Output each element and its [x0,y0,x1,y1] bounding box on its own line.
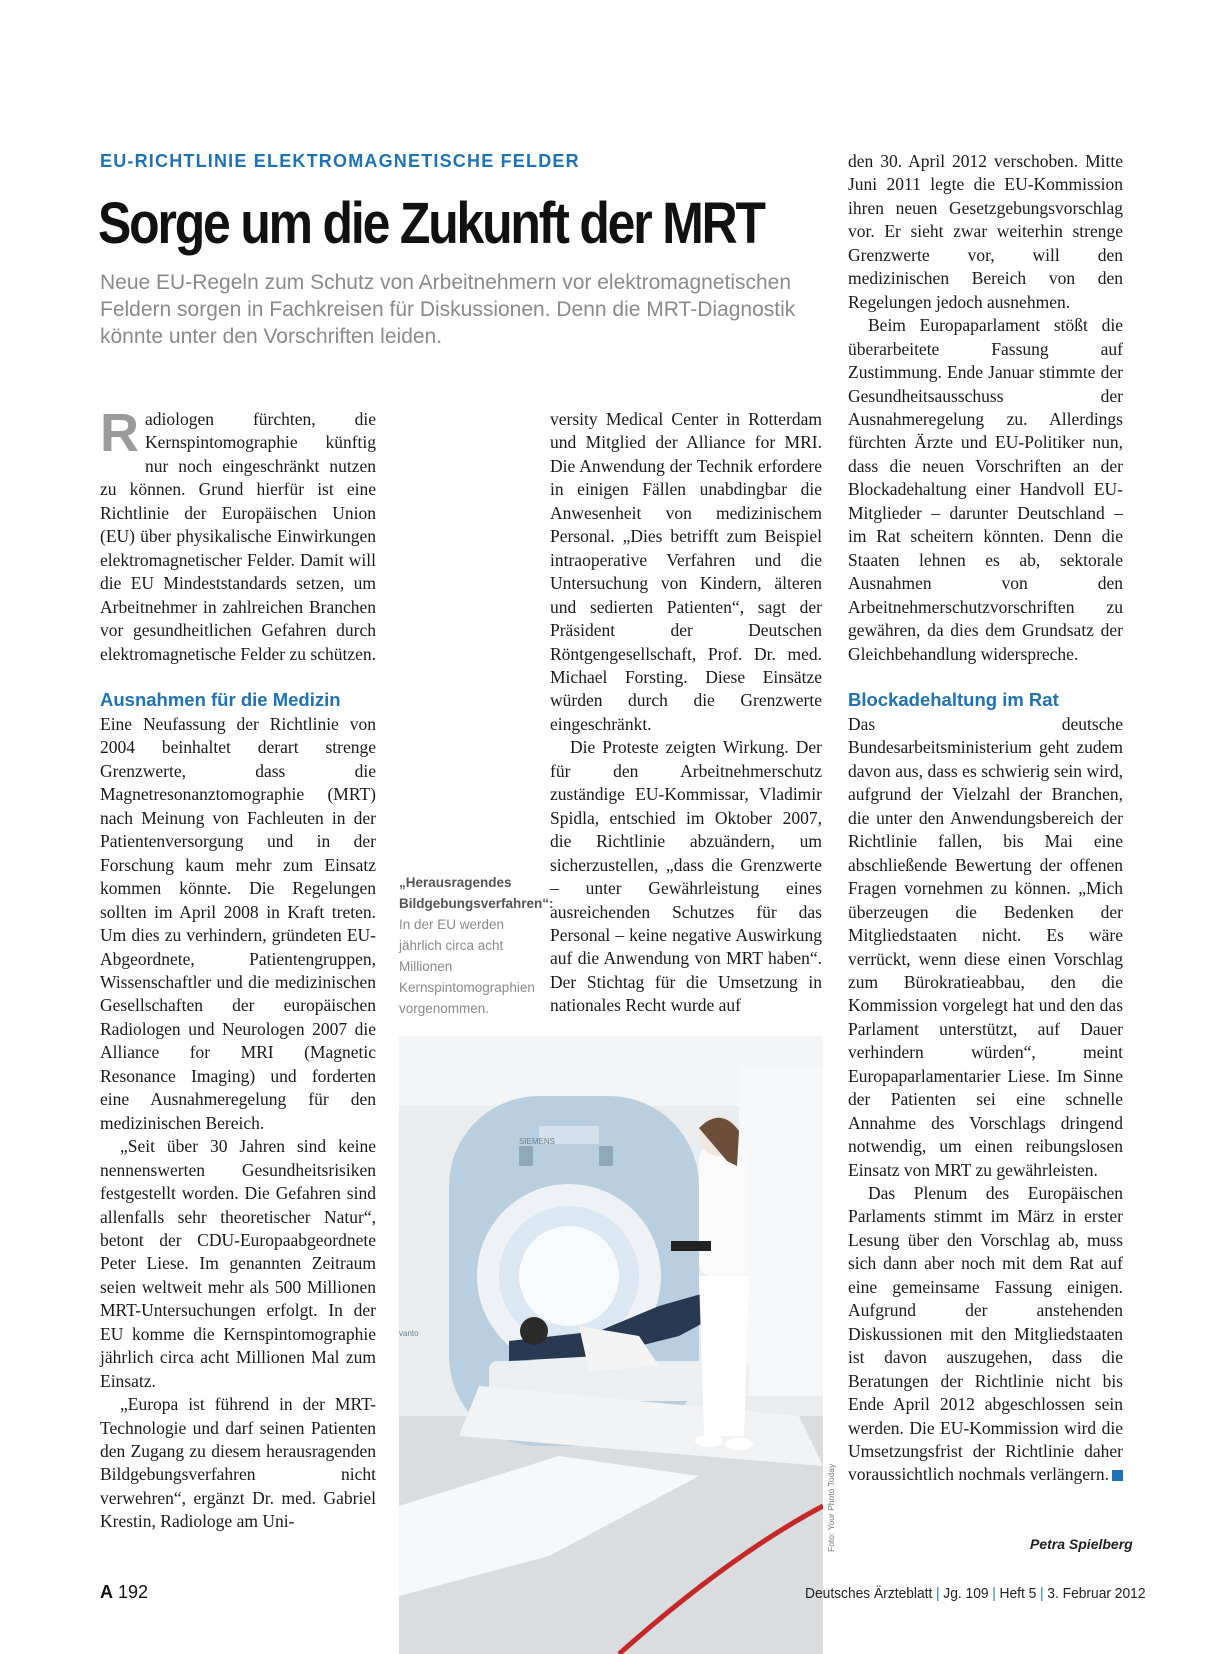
paragraph: Beim Europaparlament stößt die überarbeitete Fassung auf Zustimmung. Ende Januar stimmte der Gesundheitsausschuss der Ausnahmeregelung zu. Allerdings fürchten Ärzte und EU-Politiker nun, dass die neuen Vorschriften an der Blockadehaltung einer Handvoll EU-Mitglieder – darunter Deutschland – im Rat scheitern könnten. Denn die Staaten lehnen es ab, sektorale Ausnahmen von den Arbeitnehmerschutzvorschriften zu gewähren, da dies dem Grundsatz der Gleichbehandlung widerspreche. [848,315,1123,664]
drop-cap: R [100,403,139,463]
article-kicker: EU-RICHTLINIE ELEKTROMAGNETISCHE FELDER [100,151,580,171]
journal-issue: Heft 5 [999,1585,1037,1602]
paragraph: den 30. April 2012 verschoben. Mitte Juni 2011 legte die EU-Kommission ihren neuen Gesetzgebungsvorschlag vor. Er sieht zwar weiterhin strenge Grenzwerte vor, will den medizinischen Bereich von den Regelungen jedoch ausnehmen. [848,151,1123,312]
paragraph: „Seit über 30 Jahren sind keine nennenswerten Gesundheitsrisiken festgestellt worden. Die Gefahren sind allenfalls sehr theoretischer Natur“, betont der CDU-Europaabgeordnete Peter Liese. Im genannten Zeitraum seien weltweit mehr als 500 Millionen MRT-Untersuchungen erfolgt. In der EU komme die Kernspintomographie jährlich circa acht Millionen Mal zum Einsatz. [100,1136,376,1391]
subhead-ausnahmen: Ausnahmen für die Medizin [100,688,341,710]
photo-caption [399,872,554,1019]
column-1 [100,403,377,1534]
page-number [100,1582,148,1603]
paragraph: versity Medical Center in Rotterdam und Mitglied der Alliance for MRI. Die Anwendung der Technik erfordere in einigen Fällen unabdingbar die Anwesenheit von medizinischem Personal. „Dies betrifft zum Beispiel intraoperative Verfahren und die Untersuchung von Kindern, älteren und sedierten Patienten“, sagt der Präsident der Deutschen Röntgengesellschaft, Prof. Dr. med. Michael Forsting. Diese Einsätze würden durch die Grenzwerte eingeschränkt. [550,409,822,734]
folio-prefix: A [100,1582,113,1602]
article-headline: Sorge um die Zukunft der MRT [98,191,764,256]
column-2 [550,408,822,1018]
mri-scanner-image [399,1036,823,1654]
paragraph: Die Proteste zeigten Wirkung. Der für den Arbeitnehmerschutz zuständige EU-Kommissar, Vladimir Spidla, entschied im Oktober 2007, die Richtlinie abzuändern, um sicherzustellen, „dass die Grenzwerte – unter Gewährleistung eines ausreichenden Schutzes für das Personal – keine negative Auswirkung auf die Anwendung von MRT haben“. Der Stichtag für die Umsetzung in nationales Recht wurde auf [550,737,822,1016]
footer-separator: | [992,1585,996,1602]
footer-separator: | [1040,1585,1044,1602]
paragraph: Eine Neufassung der Richtlinie von 2004 beinhaltet derart strenge Grenzwerte, dass die Magnetresonanztomographie (MRT) nach Meinung von Fachleuten in der Patientenversorgung und in der Forschung kaum mehr zum Einsatz kommen könnte. Die Regelungen sollten im April 2008 in Kraft treten. Um dies zu verhindern, gründeten EU-Abgeordnete, Patientengruppen, Wissenschaftler und die medizinischen Gesellschaften der europäischen Radiologen und Neurologen 2007 die Alliance for MRI (Magnetic Resonance Imaging) und forderten eine Ausnahmeregelung für den medizinischen Bereich. [100,713,376,1133]
caption-title: „Herausragendes Bildgebungsverfahren“: [399,875,554,911]
journal-date: 3. Februar 2012 [1047,1585,1146,1602]
scanner-brand-label: SIEMENS [519,1137,556,1146]
folio-page: 192 [118,1582,149,1602]
photo-credit: Foto: Your Photo Today [826,1463,836,1552]
paragraph: Das Plenum des Europäischen Parlaments stimmt im März in erster Lesung über den Vorschlag ab, muss sich dann aber noch mit dem Rat auf eine gemeinsame Fassung einigen. Aufgrund der anstehenden Diskussionen mit den Mitgliedstaaten ist davon auszugehen, dass die Beratungen der Richtlinie nicht bis Ende April 2012 abgeschlossen sein werden. Die EU-Kommission wird die Umsetzungsfrist der Richtlinie daher voraussichtlich nochmals verlängern. [848,1183,1123,1485]
journal-footer [805,1585,1146,1602]
caption-text: In der EU werden jährlich circa acht Millionen Kernspintomographien vorgenommen. [399,917,535,1016]
journal-volume: Jg. 109 [943,1585,989,1602]
paragraph: Das deutsche Bundesarbeitsministerium geht zudem davon aus, dass es schwierig sein wird, aufgrund der Vielzahl der Branchen, die unter den Anwendungsbereich der Richtlinie fallen, bis Mai eine abschließende Bewertung der offenen Fragen vornehmen zu können. „Mich überzeugen die Bedenken der Mitgliedstaaten nicht. Es wäre verrückt, wenn diese einen Vorschlag zum Bürokratieabbau, den die Kommission vorgelegt hat und den das Parlament unterstützt, auf Dauer verhindern würden“, meint Europaparlamentarier Liese. Im Sinne der Patienten sei eine schnelle Annahme des Vorschlags dringend notwendig, um einen reibungslosen Einsatz von MRT zu gewährleisten. [848,713,1123,1180]
paragraph: „Europa ist führend in der MRT-Technologie und darf seinen Patienten den Zugang zu diesem herausragenden Bildgebungsverfahren nicht verwehren“, ergänzt Dr. med. Gabriel Krestin, Radiologe am Uni- [100,1394,376,1532]
author-byline: Petra Spielberg [1030,1536,1133,1552]
paragraph-intro: Radiologen fürchten, die Kernspintomographie künftig nur noch eingeschränkt nutzen zu können. Grund hierfür ist eine Richtlinie der Europäischen Union (EU) über physikalische Einwirkungen elektromagnetischer Felder. Damit will die EU Mindeststandards setzen, um Arbeitnehmer in zahlreichen Branchen vor gesundheitlichen Gefahren durch elektromagnetische Felder zu schützen. [100,403,377,664]
subhead-blockadehaltung: Blockadehaltung im Rat [848,688,1059,710]
journal-name: Deutsches Ärzteblatt [805,1585,933,1602]
article-lead: Neue EU-Regeln zum Schutz von Arbeitnehmern vor elektromagnetischen Feldern sorgen in Fachkreisen für Diskussionen. Denn die MRT-Diagnostik könnte unter den Vorschriften leiden. [100,271,796,348]
column-3 [848,150,1123,1487]
end-mark-icon [1112,1470,1123,1481]
mri-photo [399,1036,823,1654]
scanner-model-label: vanto [399,1329,419,1338]
footer-separator: | [936,1585,940,1602]
